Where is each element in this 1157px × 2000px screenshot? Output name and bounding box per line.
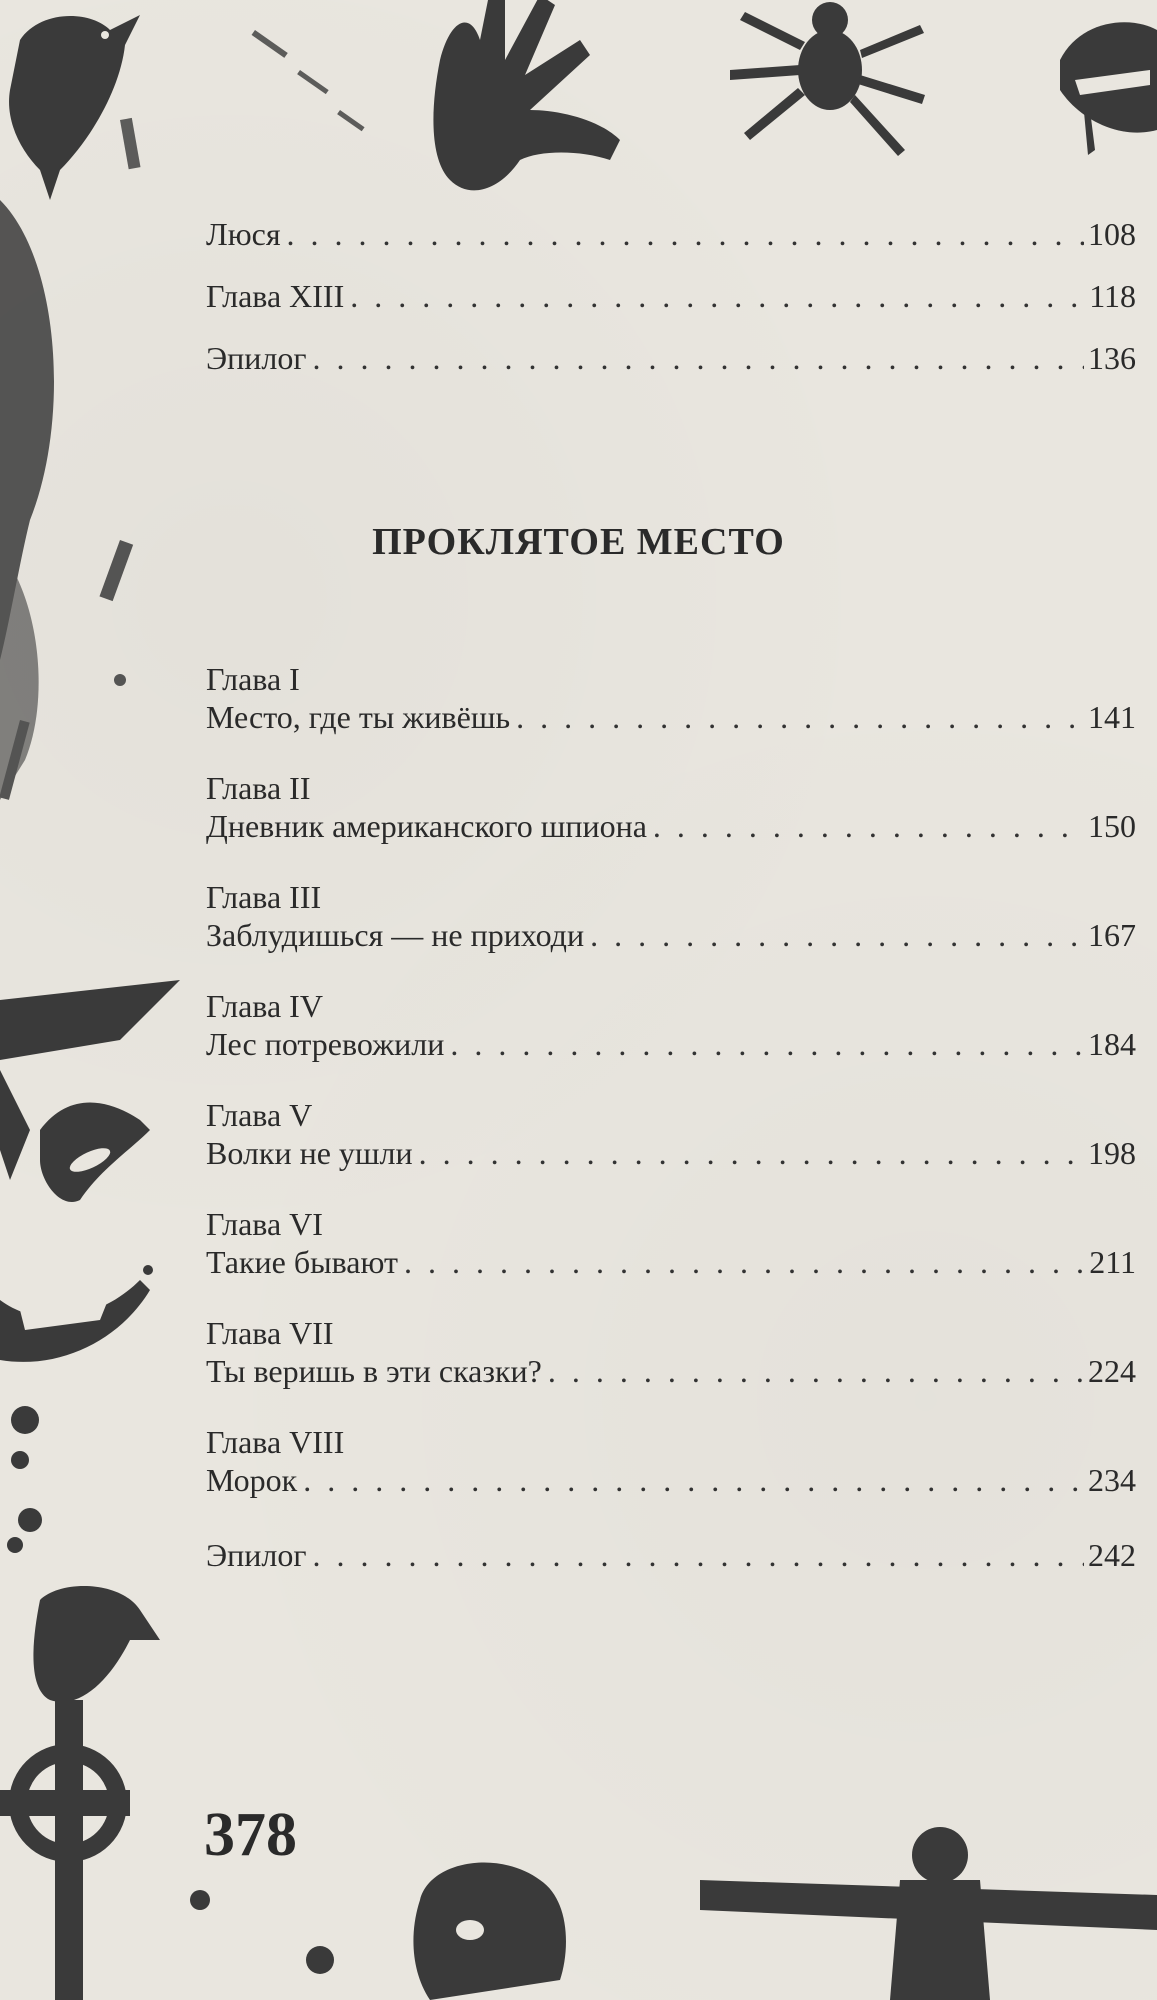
toc-entry-page: 184: [1088, 1026, 1136, 1062]
dot-leader: [312, 1536, 1084, 1574]
toc-entry[interactable]: [206, 215, 1136, 253]
toc-top-entries: [206, 215, 1136, 377]
toc-entry-page: 141: [1088, 699, 1136, 735]
chapter-label: Глава I: [206, 661, 300, 697]
toc-entry-page: 118: [1089, 278, 1136, 314]
toc-entry-page: 224: [1088, 1353, 1136, 1389]
toc-entry-page: 242: [1088, 1537, 1136, 1573]
toc-chapter[interactable]: [206, 660, 1136, 769]
dot-leader: [516, 698, 1084, 736]
section-title: ПРОКЛЯТОЕ МЕСТО: [372, 521, 785, 563]
toc-entry-title: Такие бывают: [206, 1244, 398, 1280]
dot-leader: [287, 215, 1084, 253]
mouth-icon: [0, 1265, 153, 1362]
toc-entry-title: Люся: [206, 216, 281, 252]
crow-icon: [9, 15, 140, 200]
toc-entry-page: 150: [1088, 808, 1136, 844]
scarecrow-icon: [700, 1827, 1157, 2000]
toc-entry[interactable]: [206, 339, 1136, 377]
toc-entry-title: Место, где ты живёшь: [206, 699, 511, 735]
toc-chapter[interactable]: [206, 878, 1136, 987]
dot-leader: [653, 807, 1084, 845]
toc-chapter[interactable]: [206, 769, 1136, 878]
toc-entry-page: 167: [1088, 917, 1136, 953]
toc-entry-title: Глава XIII: [206, 278, 345, 314]
toc-entry-title: Эпилог: [206, 1537, 307, 1573]
scratch-marks: [120, 30, 365, 169]
toc-entry-page: 234: [1088, 1462, 1136, 1498]
dot-leader: [312, 339, 1084, 377]
toc-entry-title: Заблудишься — не приходи: [206, 917, 585, 953]
dot-leader: [419, 1134, 1084, 1172]
toc-chapter[interactable]: [206, 1096, 1136, 1205]
hand-icon: [433, 0, 620, 190]
chapter-label: Глава V: [206, 1097, 313, 1133]
chapter-label: Глава VIII: [206, 1424, 345, 1460]
toc-chapter[interactable]: [206, 1314, 1136, 1423]
dot-leader: [404, 1243, 1085, 1281]
dot-leader: [590, 916, 1084, 954]
toc-entry-title: Ты веришь в эти сказки?: [206, 1353, 542, 1389]
toc-entry-page: 108: [1088, 216, 1136, 252]
toc-chapters: [206, 660, 1136, 1574]
lips-icon: [1060, 22, 1157, 155]
feather-icon: [0, 200, 133, 800]
toc-chapter[interactable]: [206, 1205, 1136, 1314]
toc-entry[interactable]: [206, 277, 1136, 315]
chapter-label: Глава VII: [206, 1315, 334, 1351]
dot-leader: [548, 1352, 1084, 1390]
toc-entry-title: Морок: [206, 1462, 298, 1498]
chapter-label: Глава IV: [206, 988, 323, 1024]
toc-entry-page: 211: [1089, 1244, 1136, 1280]
dot-leader: [303, 1461, 1084, 1499]
dot-leader: [350, 277, 1085, 315]
page-number: 378: [204, 1801, 297, 1869]
crow-icon: [33, 1586, 160, 1702]
celtic-cross-icon: [0, 1700, 130, 2000]
toc-entry-title: Эпилог: [206, 340, 307, 376]
skull-icon: [413, 1863, 566, 2000]
toc-entry-title: Лес потревожили: [206, 1026, 445, 1062]
chapter-label: Глава VI: [206, 1206, 323, 1242]
spider-icon: [730, 2, 925, 156]
toc-chapter[interactable]: [206, 987, 1136, 1096]
chapter-label: Глава II: [206, 770, 311, 806]
toc-entry-title: Дневник американского шпиона: [206, 808, 647, 844]
toc-chapter[interactable]: [206, 1423, 1136, 1532]
chapter-label: Глава III: [206, 879, 322, 915]
toc-entry-page: 136: [1088, 340, 1136, 376]
toc-entry-page: 198: [1088, 1135, 1136, 1171]
toc-entry-title: Волки не ушли: [206, 1135, 413, 1171]
mask-icon: [40, 1103, 150, 1202]
dot-leader: [450, 1025, 1084, 1063]
toc-epilogue[interactable]: [206, 1536, 1136, 1574]
